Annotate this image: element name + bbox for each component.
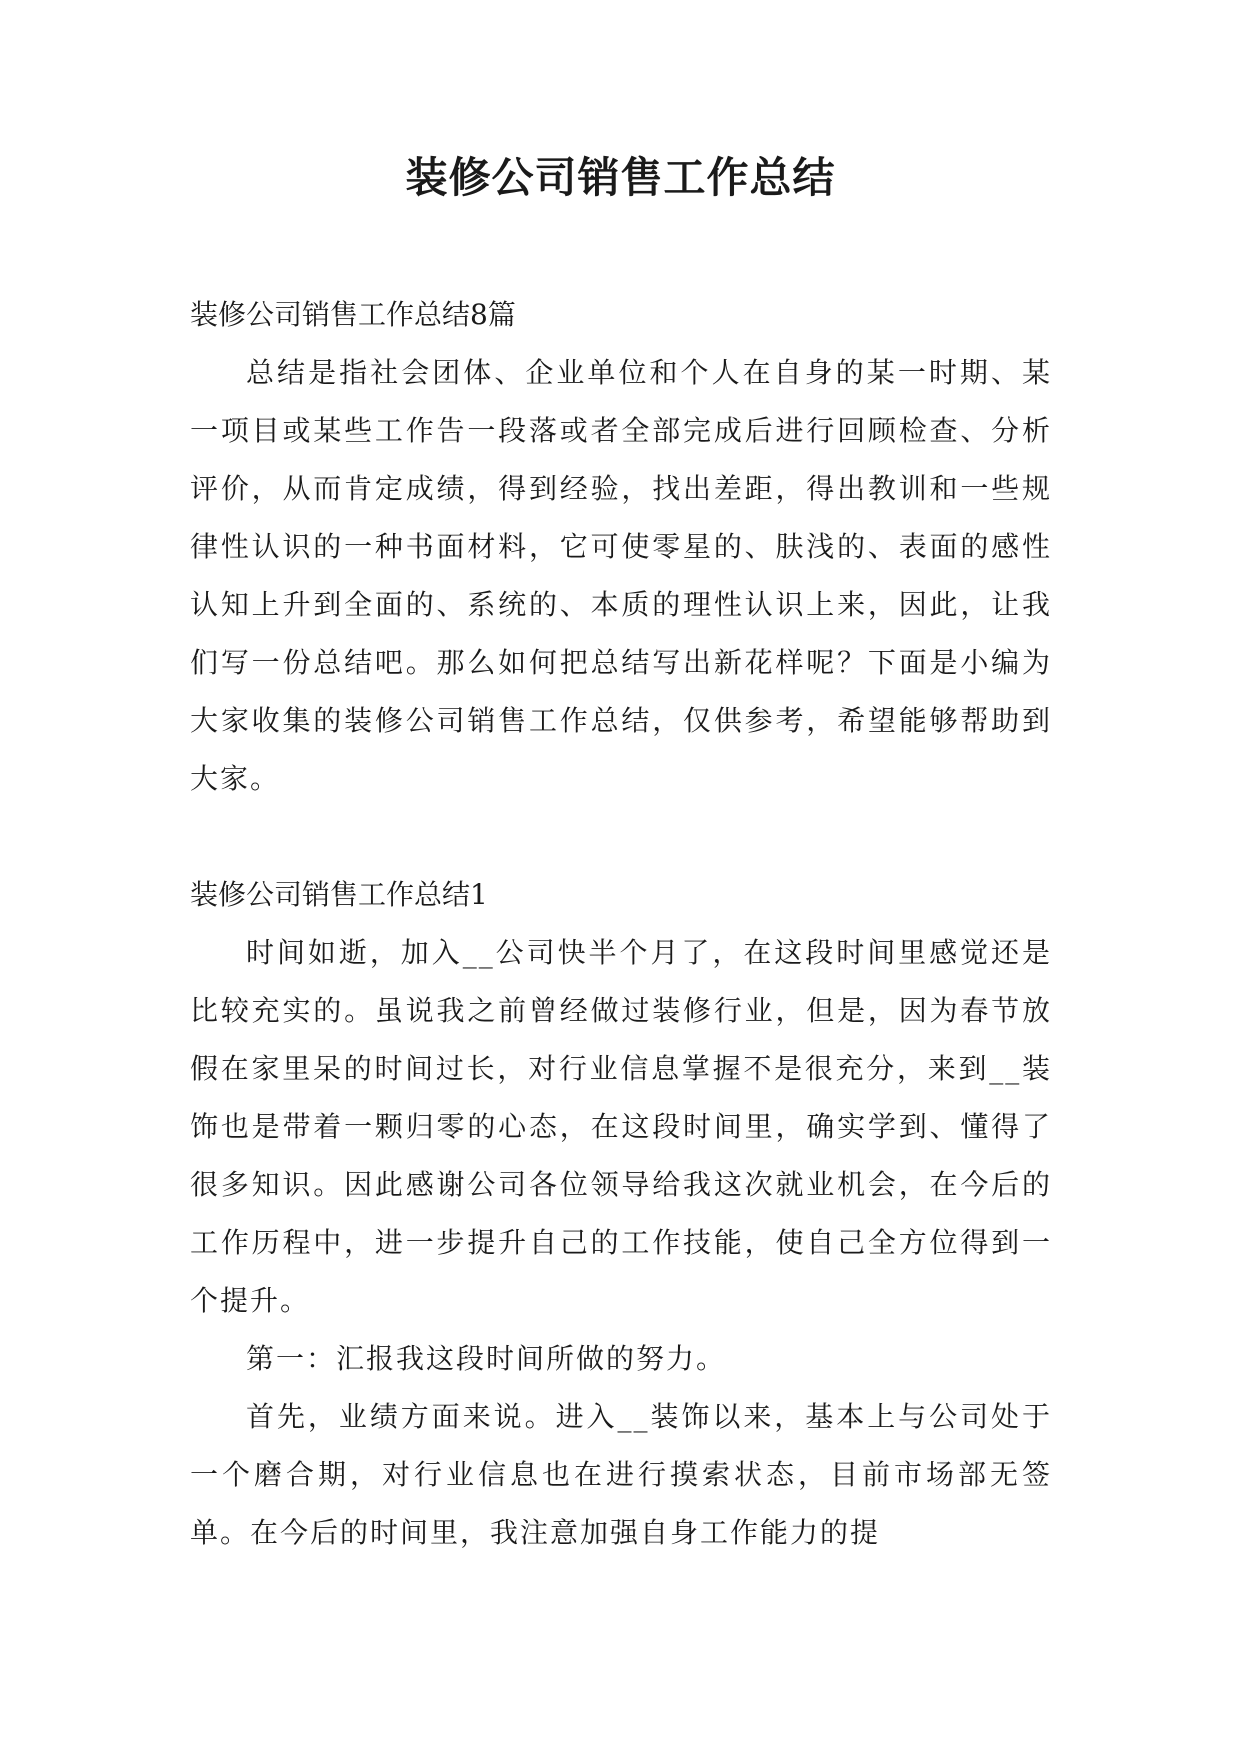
document-title: 装修公司销售工作总结 <box>405 153 836 202</box>
section-spacer <box>190 808 1052 866</box>
document-body <box>190 286 1052 1562</box>
section-1-paragraph-3: 首先，业绩方面来说。进入__装饰以来，基本上与公司处于一个磨合期，对行业信息也在进行摸索状态，目前市场部无签单。在今后的时间里，我注意加强自身工作能力的提 <box>190 1400 1052 1549</box>
intro-heading: 装修公司销售工作总结8篇 <box>190 298 516 331</box>
section-1-paragraph-2: 第一：汇报我这段时间所做的努力。 <box>246 1342 727 1375</box>
intro-paragraph: 总结是指社会团体、企业单位和个人在自身的某一时期、某一项目或某些工作告一段落或者全部完成后进行回顾检查、分析评价，从而肯定成绩，得到经验，找出差距，得出教训和一些规律性认识的一种书面材料，它可使零星的、肤浅的、表面的感性认知上升到全面的、系统的、本质的理性认识上来，因此，让我们写一份总结吧。那么如何把总结写出新花样呢？下面是小编为大家收集的装修公司销售工作总结，仅供参考，希望能够帮助到大家。 <box>190 356 1052 795</box>
section-1-heading: 装修公司销售工作总结1 <box>190 878 488 911</box>
section-1-paragraph-1: 时间如逝，加入__公司快半个月了，在这段时间里感觉还是比较充实的。虽说我之前曾经做过装修行业，但是，因为春节放假在家里呆的时间过长，对行业信息掌握不是很充分，来到__装饰也是带着一颗归零的心态，在这段时间里，确实学到、懂得了很多知识。因此感谢公司各位领导给我这次就业机会，在今后的工作历程中，进一步提升自己的工作技能，使自己全方位得到一个提升。 <box>190 936 1052 1317</box>
